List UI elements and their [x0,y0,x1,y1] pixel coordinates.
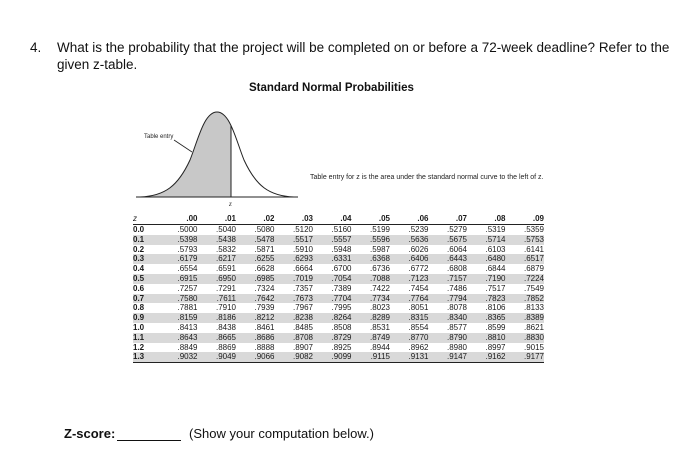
table-cell: .5871 [254,244,275,254]
table-cell: .6406 [390,254,429,264]
table-cell: .9147 [429,352,468,362]
table-cell: .7611 [198,294,237,304]
row-z-value: 0.7 [133,294,159,304]
table-cell: .5753 [506,235,545,245]
table-cell: .6480 [467,254,506,264]
table-cell: .7019 [275,274,314,284]
table-cell: .6844 [485,264,506,274]
table-cell: .7910 [215,303,236,313]
row-z-value: 1.0 [133,322,145,332]
table-cell: .8413 [177,322,198,332]
table-cell: .5517 [275,235,314,245]
table-cell: .9099 [313,352,352,362]
table-cell: .5279 [446,225,467,234]
table-row [133,245,544,255]
table-row [133,294,544,304]
table-cell: .6700 [331,264,352,274]
table-cell: .7224 [506,274,545,284]
table-cell: .9162 [467,352,506,362]
table-cell: .5832 [215,244,236,254]
table-cell: .8365 [467,313,506,323]
table-cell: .5080 [254,225,275,234]
table-cell: .7190 [467,274,506,284]
table-cell: .8186 [198,313,237,323]
table-cell: .8665 [198,333,237,343]
table-cell: .7549 [523,283,544,293]
table-cell: .8023 [369,303,390,313]
table-cell: .6293 [275,254,314,264]
col-header: .03 [275,213,314,225]
row-z-value: 1.1 [133,333,159,343]
table-cell: .8078 [446,303,467,313]
table-cell: .7486 [446,283,467,293]
z-table-header-row [133,213,544,225]
table-cell: .8159 [159,313,198,323]
table-row [133,343,544,353]
shaded-area [140,112,231,197]
table-cell: .8438 [215,322,236,332]
entry-pointer [174,140,192,152]
table-cell: .8212 [236,313,275,323]
zscore-answer-blank[interactable] [117,440,181,441]
table-cell: .8531 [369,322,390,332]
col-header: .01 [198,213,237,225]
table-cell: .7823 [467,294,506,304]
table-cell: .6554 [177,264,198,274]
table-title: Standard Normal Probabilities [249,82,414,94]
table-cell: .7881 [177,303,198,313]
table-cell: .9066 [236,352,275,362]
table-cell: .5987 [369,244,390,254]
table-cell: .7422 [369,283,390,293]
table-cell: .6443 [429,254,468,264]
table-cell: .8340 [429,313,468,323]
row-z-value: 0.3 [133,254,159,264]
table-cell: .5714 [467,235,506,245]
table-cell: .8708 [275,333,314,343]
table-cell: .8729 [313,333,352,343]
table-cell: .5596 [352,235,391,245]
row-z-value: 1.2 [133,342,145,352]
table-cell: .6736 [369,264,390,274]
table-cell: .8770 [390,333,429,343]
table-cell: .6772 [408,264,429,274]
table-cell: .7995 [331,303,352,313]
table-cell: .8577 [446,322,467,332]
table-cell: .6368 [352,254,391,264]
table-cell: .9049 [198,352,237,362]
table-cell: .8133 [523,303,544,313]
table-cell: .8508 [331,322,352,332]
table-cell: .7642 [236,294,275,304]
row-z-value: 0.1 [133,235,159,245]
row-z-value: 0.5 [133,274,159,284]
table-cell: .7291 [215,283,236,293]
table-cell: .8980 [446,342,467,352]
table-cell: .5000 [177,225,198,234]
table-cell: .5040 [215,225,236,234]
row-z-value: 0.0 [133,225,145,234]
normal-curve-diagram [130,100,305,210]
table-cell: .8686 [236,333,275,343]
table-cell: .6103 [485,244,506,254]
table-cell: .5478 [236,235,275,245]
table-cell: .9032 [159,352,198,362]
table-cell: .7852 [506,294,545,304]
col-header: .05 [352,213,391,225]
row-z-value: 0.2 [133,244,145,254]
table-cell: .7257 [177,283,198,293]
table-cell: .5675 [429,235,468,245]
table-cell: .8485 [292,322,313,332]
table-cell: .6808 [446,264,467,274]
table-cell: .6064 [446,244,467,254]
table-cell: .6591 [215,264,236,274]
table-cell: .9177 [506,352,545,362]
table-row [133,303,544,313]
table-cell: .7939 [254,303,275,313]
table-cell: .8830 [506,333,545,343]
table-cell: .8962 [408,342,429,352]
table-cell: .8810 [467,333,506,343]
table-cell: .7794 [429,294,468,304]
table-row [133,323,544,333]
table-cell: .5793 [177,244,198,254]
col-header: .00 [159,213,198,225]
table-cell: .7580 [159,294,198,304]
row-z-value: 1.3 [133,352,159,362]
col-header: .04 [313,213,352,225]
table-row [133,254,544,264]
table-cell: .8389 [506,313,545,323]
table-cell: .6628 [254,264,275,274]
table-cell: .7123 [390,274,429,284]
table-cell: .6217 [198,254,237,264]
table-row [133,225,544,235]
table-note: Table entry for z is the area under the standard normal curve to the left of z. [310,174,544,181]
table-cell: .7357 [292,283,313,293]
table-cell: .7673 [275,294,314,304]
table-cell: .6879 [523,264,544,274]
table-cell: .6664 [292,264,313,274]
table-cell: .8997 [485,342,506,352]
table-cell: .8461 [254,322,275,332]
table-cell: .7324 [254,283,275,293]
row-z-value: 0.9 [133,313,159,323]
table-cell: .8790 [429,333,468,343]
zscore-label: Z-score: [64,426,116,441]
table-cell: .8888 [254,342,275,352]
table-cell: .9082 [275,352,314,362]
table-cell: .8599 [485,322,506,332]
table-cell: .9015 [523,342,544,352]
table-row [133,284,544,294]
table-row [133,235,544,245]
col-header: .02 [236,213,275,225]
col-header: .06 [390,213,429,225]
table-cell: .8238 [275,313,314,323]
table-cell: .5199 [369,225,390,234]
table-cell: .8289 [352,313,391,323]
table-cell: .8944 [369,342,390,352]
table-cell: .5160 [331,225,352,234]
table-cell: .8051 [408,303,429,313]
table-cell: .7389 [331,283,352,293]
table-row [133,352,544,362]
row-z-value: 0.8 [133,303,145,313]
table-entry-label: Table entry [144,134,174,140]
table-cell: .5557 [313,235,352,245]
table-cell: .5948 [331,244,352,254]
table-cell: .8907 [292,342,313,352]
table-cell: .6985 [236,274,275,284]
col-header: .09 [506,213,545,225]
table-cell: .8869 [215,342,236,352]
table-cell: .5636 [390,235,429,245]
question-text: What is the probability that the project will be completed on or before a 72-week deadline? Refer to the given z-table. [57,40,670,72]
table-row [133,333,544,343]
table-row [133,264,544,274]
table-cell: .8106 [485,303,506,313]
table-cell: .5359 [523,225,544,234]
table-cell: .6179 [159,254,198,264]
table-cell: .7517 [485,283,506,293]
table-cell: .8264 [313,313,352,323]
table-cell: .5438 [198,235,237,245]
normal-curve-svg [130,100,305,210]
table-cell: .6517 [506,254,545,264]
table-cell: .6255 [236,254,275,264]
z-table [133,213,544,363]
table-cell: .7967 [292,303,313,313]
z-column-header: z [133,213,159,225]
table-cell: .5120 [292,225,313,234]
table-cell: .8925 [331,342,352,352]
table-cell: .5398 [159,235,198,245]
table-cell: .9115 [352,352,391,362]
table-cell: .7704 [313,294,352,304]
table-cell: .7454 [408,283,429,293]
table-cell: .6026 [408,244,429,254]
row-z-value: 0.4 [133,264,145,274]
table-cell: .6915 [159,274,198,284]
table-cell: .7157 [429,274,468,284]
computation-instruction: (Show your computation below.) [189,426,374,441]
table-cell: .8315 [390,313,429,323]
table-cell: .8849 [177,342,198,352]
col-header: .08 [467,213,506,225]
col-header: .07 [429,213,468,225]
row-z-value: 0.6 [133,283,145,293]
table-cell: .8554 [408,322,429,332]
table-cell: .5910 [292,244,313,254]
table-cell: .9131 [390,352,429,362]
table-cell: .7088 [352,274,391,284]
table-cell: .6331 [313,254,352,264]
z-table-body [133,225,544,363]
z-axis-label: z [229,200,232,208]
table-cell: .5239 [408,225,429,234]
table-cell: .7734 [352,294,391,304]
table-cell: .7054 [313,274,352,284]
table-cell: .8749 [352,333,391,343]
table-cell: .8643 [159,333,198,343]
table-cell: .7764 [390,294,429,304]
question-number: 4. [30,40,42,55]
table-cell: .8621 [523,322,544,332]
table-cell: .6950 [198,274,237,284]
table-row [133,274,544,284]
table-cell: .6141 [523,244,544,254]
table-row [133,313,544,323]
table-cell: .5319 [485,225,506,234]
